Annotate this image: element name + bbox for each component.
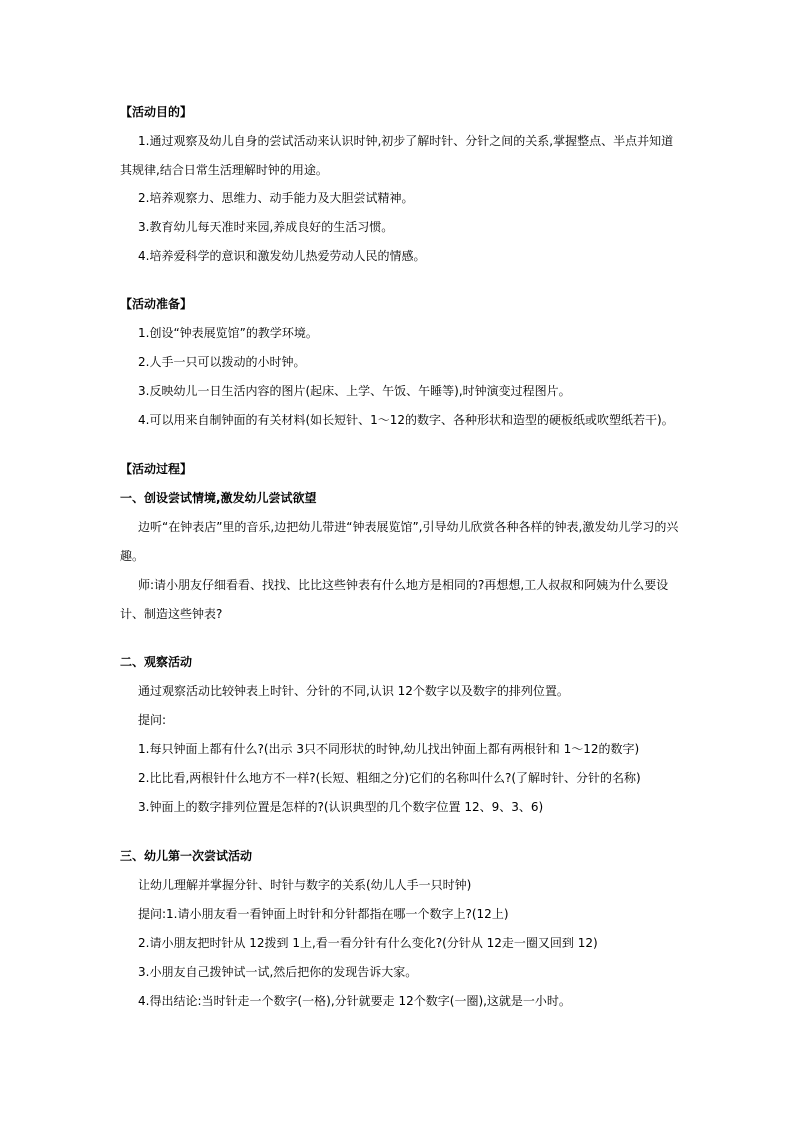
goal-item-1-line-2: 其规律,结合日常生活理解时钟的用途。 <box>120 163 328 177</box>
goal-item-4: 4.培养爱科学的意识和激发幼儿热爱劳动人民的情感。 <box>138 249 426 263</box>
part-2-para-1: 通过观察活动比较钟表上时针、分针的不同,认识 12个数字以及数字的排列位置。 <box>138 684 569 698</box>
prep-item-1: 1.创设“钟表展览馆”的教学环境。 <box>138 326 318 340</box>
part-1-para-1-line-2: 趣。 <box>120 549 145 563</box>
section-heading-goals: 【活动目的】 <box>120 105 193 119</box>
goal-item-2: 2.培养观察力、思维力、动手能力及大胆尝试精神。 <box>138 191 414 205</box>
part-3-question-4: 4.得出结论:当时针走一个数字(一格),分针就要走 12个数字(一圈),这就是一小时。 <box>138 994 571 1008</box>
part-3-question-3: 3.小朋友自己拨钟试一试,然后把你的发现告诉大家。 <box>138 965 418 979</box>
part-1-para-2-line-1: 师:请小朋友仔细看看、找找、比比这些钟表有什么地方是相同的?再想想,工人叔叔和阿姨为什么要设 <box>138 578 669 592</box>
prep-item-3: 3.反映幼儿一日生活内容的图片(起床、上学、午饭、午睡等),时钟演变过程图片。 <box>138 384 571 398</box>
prep-item-4: 4.可以用来自制钟面的有关材料(如长短针、1～12的数字、各种形状和造型的硬板纸或吹塑纸若干)。 <box>138 413 674 427</box>
part-3-question-1: 提问:1.请小朋友看一看钟面上时针和分针都指在哪一个数字上?(12上) <box>138 907 509 921</box>
part-3-heading: 三、幼儿第一次尝试活动 <box>120 849 253 863</box>
section-heading-process: 【活动过程】 <box>120 462 193 476</box>
section-heading-preparation: 【活动准备】 <box>120 297 193 311</box>
part-1-para-2-line-2: 计、制造这些钟表? <box>120 607 223 621</box>
part-2-question-1: 1.每只钟面上都有什么?(出示 3只不同形状的时钟,幼儿找出钟面上都有两根针和 1～12的数字) <box>138 742 640 756</box>
part-2-ask: 提问: <box>138 713 167 727</box>
part-1-para-1-line-1: 边听“在钟表店”里的音乐,边把幼儿带进“钟表展览馆”,引导幼儿欣赏各种各样的钟表,激发幼儿学习的兴 <box>138 520 679 534</box>
goal-item-3: 3.教育幼儿每天准时来园,养成良好的生活习惯。 <box>138 220 394 234</box>
part-3-question-2: 2.请小朋友把时针从 12拨到 1上,看一看分针有什么变化?(分针从 12走一圈又回到 12) <box>138 936 598 950</box>
goal-item-1-line-1: 1.通过观察及幼儿自身的尝试活动来认识时钟,初步了解时针、分针之间的关系,掌握整点、半点并知道 <box>138 134 674 148</box>
part-2-question-2: 2.比比看,两根针什么地方不一样?(长短、粗细之分)它们的名称叫什么?(了解时针、分针的名称) <box>138 771 641 785</box>
part-2-heading: 二、观察活动 <box>120 655 193 669</box>
part-3-para-1: 让幼儿理解并掌握分针、时针与数字的关系(幼儿人手一只时钟) <box>138 878 472 892</box>
part-2-question-3: 3.钟面上的数字排列位置是怎样的?(认识典型的几个数字位置 12、9、3、6) <box>138 800 544 814</box>
prep-item-2: 2.人手一只可以拨动的小时钟。 <box>138 355 306 369</box>
part-1-heading: 一、创设尝试情境,激发幼儿尝试欲望 <box>120 491 317 505</box>
